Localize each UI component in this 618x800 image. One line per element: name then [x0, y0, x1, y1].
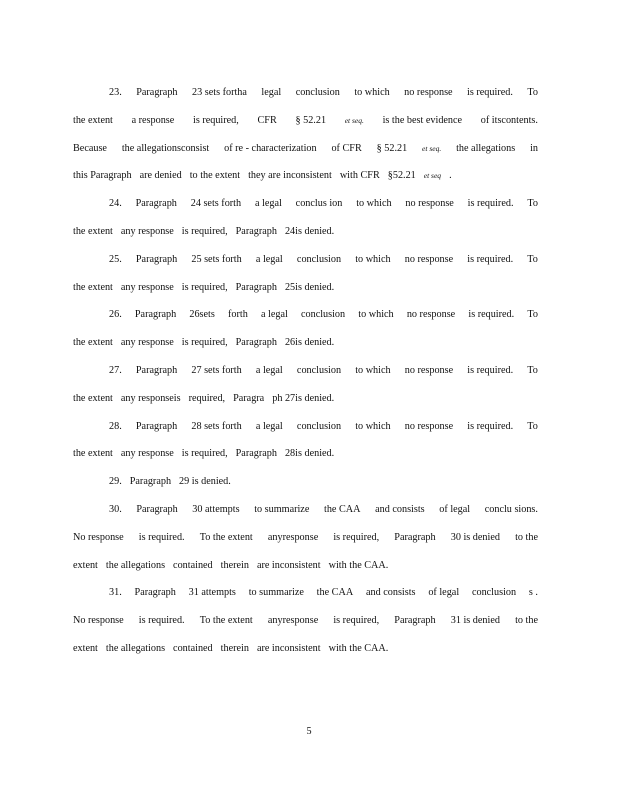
text-segment: a legal	[254, 198, 282, 210]
text-segment: in	[530, 142, 538, 154]
text-segment: 24is denied.	[284, 226, 335, 237]
text-segment: to summarize	[254, 504, 310, 515]
text-segment: 23.	[109, 87, 122, 98]
text-segment: 26is denied.	[284, 337, 335, 349]
text-segment: et seq.	[422, 143, 442, 153]
text-segment: any response	[120, 448, 174, 460]
text-segment: Paragraph	[235, 448, 277, 460]
text-line	[73, 114, 538, 128]
text-segment: Paragraph	[135, 253, 178, 265]
text-segment: CFR	[257, 114, 277, 126]
text-segment: 28 sets forth	[191, 420, 242, 432]
text-segment: contained	[173, 643, 213, 654]
text-segment: to the	[515, 531, 538, 543]
text-segment: is required,	[333, 615, 380, 627]
text-line	[73, 642, 538, 656]
text-segment: to which	[354, 87, 390, 98]
text-line	[109, 253, 538, 267]
text-segment: therein	[220, 559, 249, 571]
text-segment: therein	[220, 643, 249, 654]
text-segment: conclus ion	[295, 198, 343, 210]
text-segment: conclu sions.	[484, 504, 538, 515]
text-segment: is required.	[467, 253, 514, 265]
text-segment: of legal	[439, 504, 471, 515]
text-segment: To the extent	[199, 531, 253, 543]
text-line	[109, 197, 538, 211]
text-segment: of itscontents.	[480, 114, 538, 126]
text-segment: the allegations	[105, 559, 166, 571]
text-segment: Paragraph	[235, 281, 277, 293]
text-segment: no response	[404, 87, 453, 98]
text-segment: any responseis	[120, 392, 181, 404]
text-segment: is the best evidence	[382, 114, 463, 126]
text-segment: § 52.21	[376, 142, 408, 154]
text-segment: is required,	[181, 337, 228, 349]
text-segment: the extent	[73, 392, 113, 404]
text-segment: extent	[73, 643, 98, 654]
text-segment: Because	[73, 142, 107, 154]
text-line	[109, 475, 538, 489]
text-segment: Paragraph	[135, 198, 177, 210]
text-segment: 23 sets fortha	[192, 87, 247, 98]
text-segment: §52.21	[387, 170, 416, 182]
text-segment: is required.	[468, 309, 515, 321]
text-segment: the extent	[73, 448, 113, 460]
text-segment: to which	[358, 309, 394, 321]
text-segment: Paragraph	[394, 531, 436, 543]
text-segment: of re - characterization	[224, 142, 317, 154]
text-segment: conclusion	[295, 87, 340, 98]
text-line	[73, 392, 538, 406]
text-line	[73, 614, 538, 628]
text-segment: Paragraph	[235, 226, 277, 237]
text-segment: To	[527, 420, 538, 432]
text-segment: 25 sets forth	[191, 253, 242, 265]
text-segment: To	[527, 87, 538, 98]
text-segment: is required,	[181, 448, 228, 460]
text-segment: 31 is denied	[450, 615, 500, 627]
text-segment: Paragraph	[135, 365, 178, 376]
text-segment: 28.	[109, 420, 122, 432]
text-segment: is required.	[467, 87, 513, 98]
text-segment: no response	[405, 198, 454, 210]
text-segment: .	[449, 170, 452, 182]
text-segment: 25is denied.	[284, 281, 335, 293]
text-line	[109, 420, 538, 434]
text-segment: 25.	[109, 253, 122, 265]
text-segment: is required.	[467, 365, 514, 376]
text-segment: No response	[73, 615, 124, 627]
text-segment: are denied	[139, 170, 182, 182]
text-segment: with the CAA.	[328, 643, 389, 654]
text-segment: are inconsistent	[256, 559, 321, 571]
text-segment: Paragraph	[136, 504, 178, 515]
text-segment: the CAA	[323, 504, 361, 515]
text-line	[109, 586, 538, 600]
text-segment: is required,	[181, 281, 228, 293]
text-segment: to which	[355, 253, 391, 265]
text-line	[73, 281, 538, 295]
text-segment: conclusion	[296, 420, 342, 432]
text-segment: is required.	[467, 420, 514, 432]
text-segment: conclusion	[296, 365, 342, 376]
text-segment: Paragra	[233, 392, 265, 404]
text-segment: to summarize	[248, 587, 304, 599]
text-segment: to the	[515, 615, 538, 627]
text-segment: is required.	[467, 198, 514, 210]
text-segment: the CAA	[316, 587, 354, 599]
text-segment: with CFR	[339, 170, 380, 182]
text-segment: Paragraph	[235, 337, 277, 349]
text-segment: 27.	[109, 365, 122, 376]
text-segment: et seq	[423, 171, 442, 181]
text-line	[73, 169, 538, 183]
text-segment: 30 attempts	[192, 504, 240, 515]
text-segment: 26sets	[189, 309, 215, 321]
text-segment: Paragraph	[129, 476, 172, 488]
text-line	[109, 364, 538, 378]
text-segment: is required,	[181, 226, 228, 237]
text-segment: the extent	[73, 226, 113, 237]
text-segment: 30.	[109, 504, 122, 515]
text-segment: 24 sets forth	[190, 198, 242, 210]
text-segment: 29.	[109, 476, 122, 488]
text-segment: Paragraph	[136, 87, 178, 98]
text-segment: no response	[406, 309, 456, 321]
text-segment: Paragraph	[134, 587, 176, 599]
page-number: 5	[306, 726, 312, 737]
text-segment: no response	[404, 253, 454, 265]
text-segment: 28is denied.	[284, 448, 335, 460]
text-segment: is required,	[333, 531, 380, 543]
text-segment: the extent	[73, 114, 113, 126]
text-segment: conclusion	[300, 309, 346, 321]
text-segment: ph 27is denied.	[272, 392, 335, 404]
text-line	[73, 142, 538, 156]
text-segment: Paragraph	[134, 309, 177, 321]
text-segment: a response	[131, 114, 175, 126]
text-segment: is required.	[138, 531, 185, 543]
text-segment: to the extent	[189, 170, 241, 182]
text-line	[73, 447, 538, 461]
text-segment: conclusion	[471, 587, 517, 599]
text-segment: anyresponse	[267, 615, 319, 627]
text-segment: is required,	[192, 114, 239, 126]
text-segment: and consists	[365, 587, 416, 599]
text-segment: a legal	[260, 309, 288, 321]
text-segment: 29 is denied.	[179, 476, 231, 488]
text-segment: conclusion	[296, 253, 342, 265]
text-segment: To the extent	[199, 615, 253, 627]
text-line	[73, 336, 538, 350]
text-segment: et seq.	[344, 115, 364, 125]
text-segment: is required.	[138, 615, 185, 627]
text-segment: are inconsistent	[256, 643, 321, 654]
text-segment: the allegations	[105, 643, 166, 654]
text-segment: any response	[120, 281, 174, 293]
text-line	[109, 308, 538, 322]
text-segment: § 52.21	[295, 114, 327, 126]
text-segment: No response	[73, 531, 124, 543]
text-segment: a legal	[255, 365, 283, 376]
text-segment: anyresponse	[267, 531, 319, 543]
text-segment: 24.	[109, 198, 122, 210]
text-segment: to which	[356, 198, 392, 210]
text-segment: any response	[120, 337, 174, 349]
text-segment: the allegationsconsist	[121, 142, 210, 154]
text-segment: To	[527, 365, 538, 376]
text-segment: 30 is denied	[450, 531, 500, 543]
text-line	[73, 559, 538, 573]
text-segment: the allegations	[456, 142, 516, 154]
text-segment: of CFR	[331, 142, 362, 154]
text-segment: To	[527, 309, 538, 321]
text-segment: no response	[404, 420, 454, 432]
text-segment: 31 attempts	[188, 587, 236, 599]
text-segment: 26.	[109, 309, 122, 321]
text-segment: of legal	[428, 587, 460, 599]
text-segment: no response	[404, 365, 454, 376]
text-segment: required,	[188, 392, 226, 404]
text-segment: To	[527, 253, 538, 265]
text-segment: s .	[528, 587, 538, 599]
text-segment: Paragraph	[394, 615, 436, 627]
text-segment: to which	[355, 420, 391, 432]
text-segment: and consists	[375, 504, 425, 515]
text-line	[73, 225, 538, 239]
text-segment: 27 sets forth	[191, 365, 242, 376]
text-line	[73, 531, 538, 545]
text-segment: extent	[73, 559, 98, 571]
text-segment: any response	[120, 226, 174, 237]
text-segment: this Paragraph	[73, 170, 132, 182]
text-line	[109, 503, 538, 517]
text-segment: the extent	[73, 337, 113, 349]
text-segment: Paragraph	[135, 420, 178, 432]
text-segment: the extent	[73, 281, 113, 293]
text-line	[109, 86, 538, 100]
text-segment: they are inconsistent	[248, 170, 332, 182]
text-segment: forth	[227, 309, 248, 321]
text-segment: to which	[355, 365, 391, 376]
text-segment: 31.	[109, 587, 122, 599]
text-segment: contained	[173, 559, 213, 571]
text-segment: To	[527, 198, 538, 210]
text-segment: legal	[261, 87, 282, 98]
text-segment: a legal	[255, 420, 283, 432]
text-segment: with the CAA.	[328, 559, 389, 571]
text-segment: a legal	[255, 253, 283, 265]
